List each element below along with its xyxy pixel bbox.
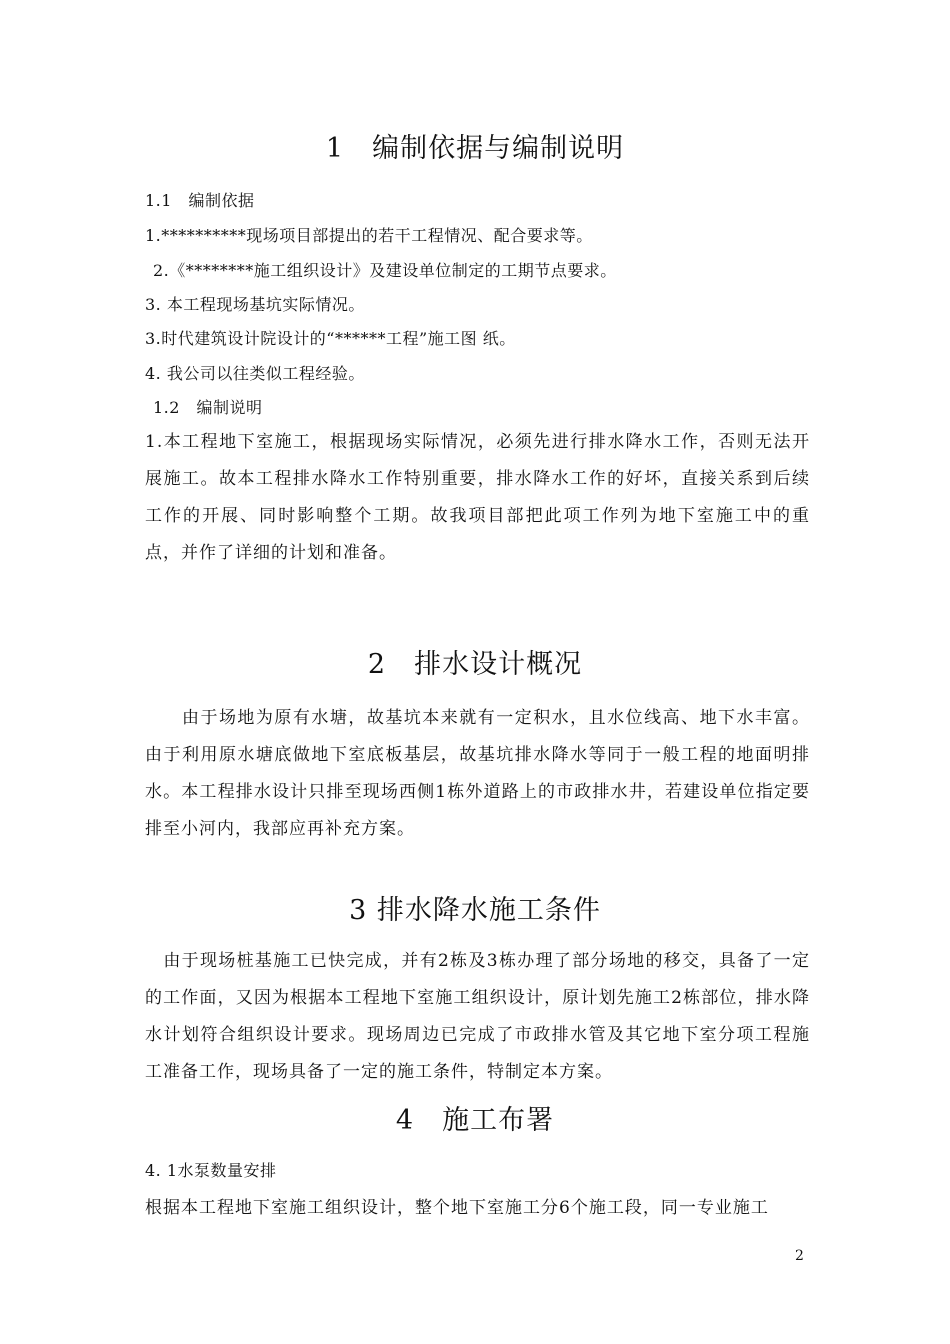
section-3-heading: 3 排水降水施工条件 [349, 895, 601, 926]
subsection-1-2-heading: 1.2 编制说明 [153, 398, 263, 417]
section-4-heading: 4 施工布署 [395, 1105, 555, 1136]
section-3-paragraph: 由于现场桩基施工已快完成，并有2栋及3栋办理了部分场地的移交，具备了一定的工作面，又因为根据本工程地下室施工组织设计，原计划先施工2栋部位，排水降水计划符合组织设计要求。现场周边已完成了市政排水管及其它地下室分项工程施工准备工作，现场具备了一定的施工条件，特制定本方案。 [145, 951, 810, 1082]
list-item: 3.时代建筑设计院设计的“******工程”施工图 纸。 [145, 329, 516, 348]
page-number: 2 [795, 1248, 804, 1264]
section-1-paragraph: 1.本工程地下室施工，根据现场实际情况，必须先进行排水降水工作，否则无法开展施工。故本工程排水降水工作特别重要，排水降水工作的好坏，直接关系到后续工作的开展、同时影响整个工期。故我项目部把此项工作列为地下室施工中的重点，并作了详细的计划和准备。 [145, 432, 810, 563]
section-2-heading: 2 排水设计概况 [367, 649, 583, 680]
list-item: 3. 本工程现场基坑实际情况。 [145, 295, 365, 314]
subsection-1-1-heading: 1.1 编制依据 [145, 191, 255, 210]
section-4-paragraph: 根据本工程地下室施工组织设计，整个地下室施工分6个施工段，同一专业施工 [145, 1198, 769, 1218]
list-item: 4. 我公司以往类似工程经验。 [145, 364, 365, 383]
list-item: 2.《********施工组织设计》及建设单位制定的工期节点要求。 [153, 261, 617, 280]
section-1-heading: 1 编制依据与编制说明 [325, 133, 625, 164]
subsection-4-1-heading: 4. 1水泵数量安排 [145, 1161, 277, 1180]
list-item: 1.**********现场项目部提出的若干工程情况、配合要求等。 [145, 226, 593, 245]
section-2-paragraph: 由于场地为原有水塘，故基坑本来就有一定积水，且水位线高、地下水丰富。 由于利用原水塘底做地下室底板基层，故基坑排水降水等同于一般工程的地面明排水。本工程排水设计只排至现场西侧1栋外道路上的市政排水井，若建设单位指定要排至小河内，我部应再补充方案。 [145, 708, 810, 839]
